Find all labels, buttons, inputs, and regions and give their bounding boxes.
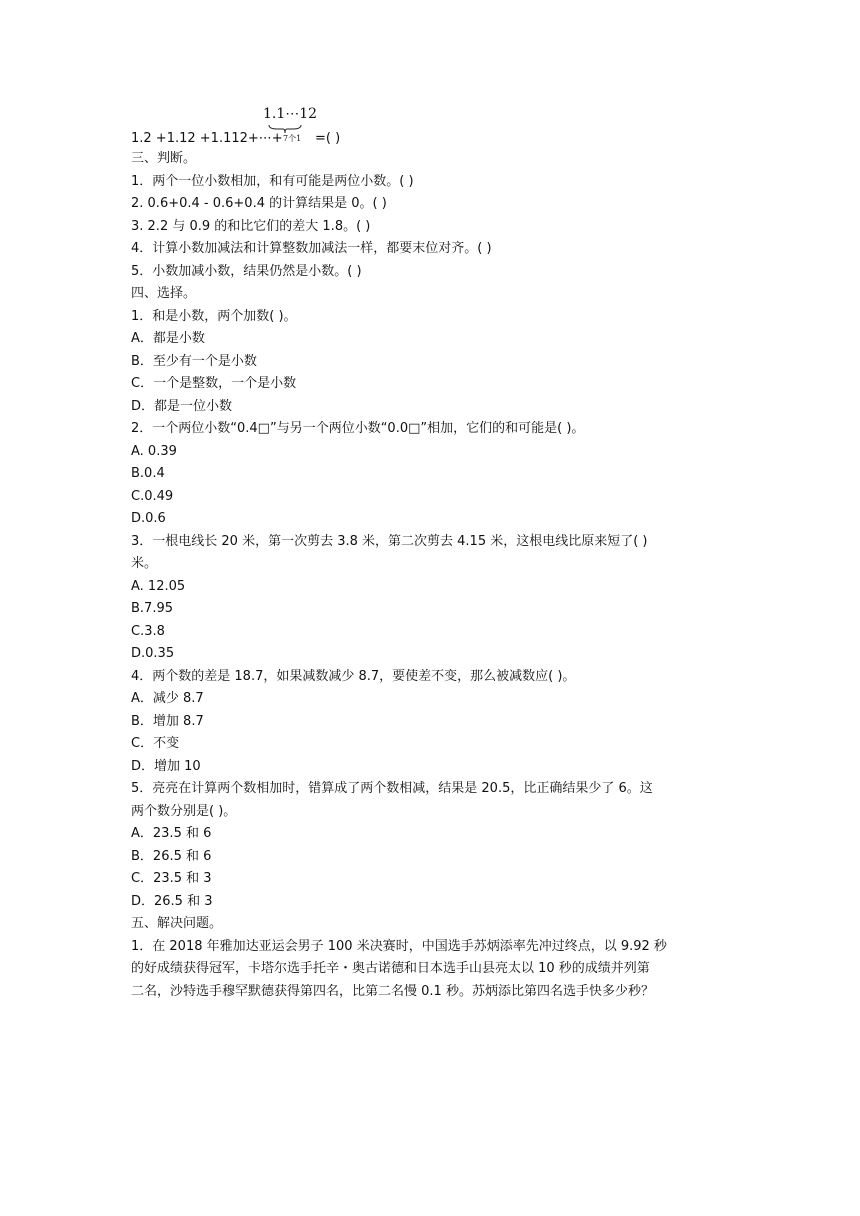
choose-q2-option-d: D.0.6 (131, 511, 166, 526)
choose-q1-option-b: B．至少有一个是小数 (131, 353, 257, 369)
choose-q4-option-a: A．减少 8.7 (131, 691, 204, 706)
choose-q2-option-a: A. 0.39 (131, 443, 177, 459)
judge-item-3: 3. 2.2 与 0.9 的和比它们的差大 1.8。( ) (131, 218, 371, 234)
choose-q3-stem-line-2: 米。 (131, 556, 158, 571)
choose-q2-option-c: C.0.49 (131, 488, 174, 504)
judge-item-1: 1．两个一位小数相加，和有可能是两位小数。( ) (131, 173, 414, 189)
choose-q2-stem: 2．一个两位小数“0.4□”与另一个两位小数“0.0□”相加，它们的和可能是( )。 (131, 421, 585, 436)
choose-q5-option-d: D．26.5 和 3 (131, 893, 213, 909)
section-title-solve: 五、解决问题。 (131, 916, 223, 931)
formula-answer-blank: =( ) (315, 131, 341, 146)
choose-q4-option-c: C．不变 (131, 736, 180, 751)
choose-q4-stem: 4．两个数的差是 18.7，如果减数减少 8.7，要使差不变，那么被减数应( )。 (131, 668, 576, 684)
formula-main: 1.2 +1.12 +1.112+⋯+ (131, 131, 283, 146)
formula-last-term: 1.1⋯12 (263, 106, 318, 122)
choose-q1-stem: 1．和是小数，两个加数( )。 (131, 308, 297, 324)
choose-q3-stem-line-1: 3．一根电线长 20 米，第一次剪去 3.8 米，第二次剪去 4.15 米，这根电线比原来短了( ) (131, 533, 648, 549)
solve-q1-line-1: 1．在 2018 年雅加达亚运会男子 100 米决赛时，中国选手苏炳添率先冲过终点，以 9.92 秒 (131, 938, 667, 954)
choose-q1-option-d: D．都是一位小数 (131, 398, 233, 414)
question-body (131, 148, 731, 1003)
choose-q5-option-a: A．23.5 和 6 (131, 826, 212, 841)
choose-q5-option-b: B．26.5 和 6 (131, 848, 212, 864)
formula-underbrace-label: 7个1 (283, 134, 302, 143)
section-title-choose: 四、选择。 (131, 286, 197, 301)
judge-item-4: 4．计算小数加减法和计算整数加减法一样，都要末位对齐。( ) (131, 241, 492, 256)
sum-formula (131, 106, 431, 154)
choose-q4-option-b: B．增加 8.7 (131, 713, 204, 729)
choose-q3-option-c: C.3.8 (131, 623, 165, 639)
choose-q2-option-b: B.0.4 (131, 466, 165, 481)
choose-q3-option-a: A. 12.05 (131, 578, 186, 594)
choose-q5-stem-line-2: 两个数分别是( )。 (131, 803, 237, 819)
judge-item-5: 5．小数加减小数，结果仍然是小数。( ) (131, 263, 362, 279)
choose-q3-option-d: D.0.35 (131, 646, 175, 661)
solve-q1-line-3: 二名，沙特选手穆罕默德获得第四名，比第二名慢 0.1 秒。苏炳添比第四名选手快多少秒？ (131, 983, 654, 999)
judge-item-2: 2. 0.6+0.4 - 0.6+0.4 的计算结果是 0。( ) (131, 196, 387, 211)
choose-q5-stem-line-1: 5．亮亮在计算两个数相加时，错算成了两个数相减，结果是 20.5，比正确结果少了 6。这 (131, 781, 653, 796)
solve-q1-line-2: 的好成绩获得冠军，卡塔尔选手托辛・奥古诺德和日本选手山县亮太以 10 秒的成绩并列第 (131, 961, 650, 976)
choose-q4-option-d: D．增加 10 (131, 758, 201, 774)
section-title-judge: 三、判断。 (131, 151, 197, 166)
choose-q3-option-b: B.7.95 (131, 601, 173, 616)
choose-q5-option-c: C．23.5 和 3 (131, 871, 212, 886)
choose-q1-option-a: A．都是小数 (131, 331, 205, 346)
choose-q1-option-c: C．一个是整数，一个是小数 (131, 376, 297, 391)
